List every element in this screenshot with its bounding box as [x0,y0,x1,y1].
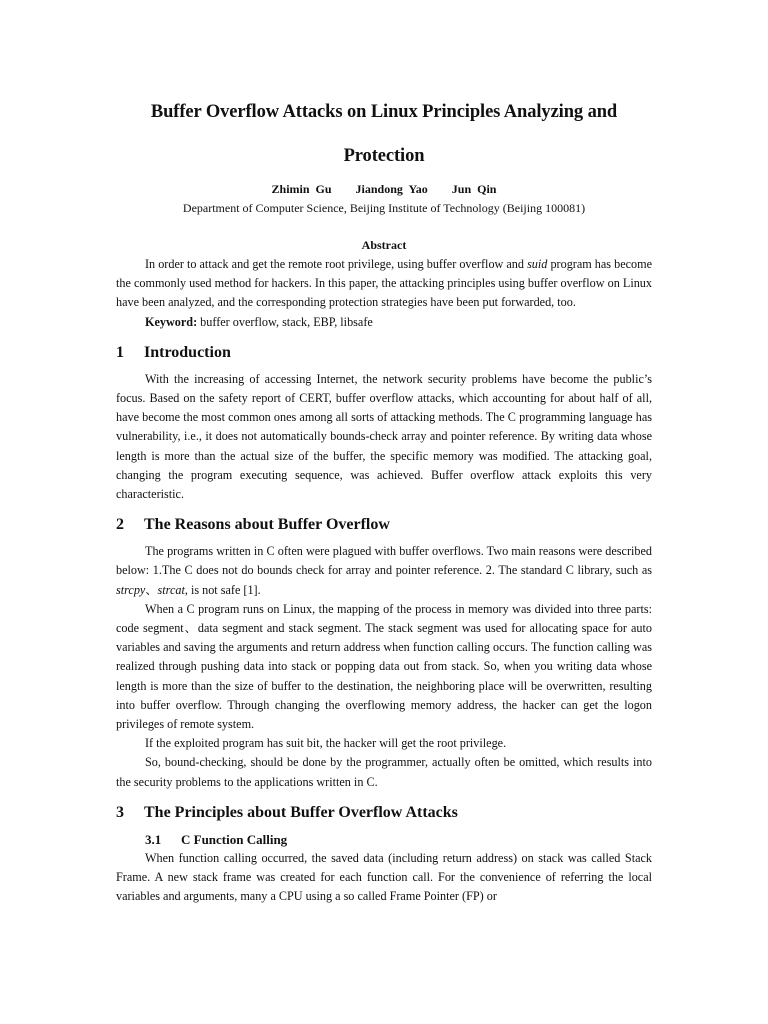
reasons-paragraph-2: When a C program runs on Linux, the mapping of the process in memory was divided into three parts: code segment、data segment and stack segment. The stack segment was used for allocating space for auto variables and saving the arguments and return address when function calling occurs. The function calling was realized through pushing data into stack or popping data out from stack. So, when you writing data whose length is more than the size of buffer to the destination, the neighboring place will be overwritten, resulting into buffer overflow. Through changing the overflowing memory address, the hacker can get the logon privileges of remote system. [116,601,652,732]
section-heading-introduction: 1 Introduction [116,343,231,361]
introduction-paragraph: With the increasing of accessing Internet, the network security problems have become the public’s focus. Based on the safety report of CERT, buffer overflow attacks, which accounting for about half of all, have become the most common ones among all sorts of attacking methods. The C programming language has vulnerability, i.e., it does not automatically bounds-check array and pointer reference. By writing data whose length is more than the actual size of the buffer, the specific memory was modified. The attacking goal, changing the program executing sequence, was achieved. Buffer overflow attack exploits this very characteristic. [116,371,652,502]
title-line-2: Protection [343,146,425,166]
section-heading-principles: 3 The Principles about Buffer Overflow Attacks [116,803,458,821]
paper-page [116,90,652,906]
keyword-values: buffer overflow, stack, EBP, libsafe [197,314,373,329]
keywords-line [116,313,652,332]
title-line-1: Buffer Overflow Attacks on Linux Principles Analyzing and [150,102,618,122]
reasons-paragraph-1: The programs written in C often were plagued with buffer overflows. Two main reasons were described below: 1.The C does not do bounds check for array and pointer reference. 2. The standard C library, such as strcpy、strcat, is not safe [1]. [116,544,652,597]
abstract-text: In order to attack and get the remote root privilege, using buffer overflow and suid program has become the commonly used method for hackers. In this paper, the attacking principles using buffer overflow on Linux have been analyzed, and the corresponding protection strategies have been put forwarded, too. [116,257,653,310]
function-calling-paragraph: When function calling occurred, the saved data (including return address) on stack was called Stack Frame. A new stack frame was created for each function call. For the convenience of referring the local variables and arguments, many a CPU using a so called Frame Pointer (FP) or [116,850,652,904]
reasons-paragraph-3: If the exploited program has suit bit, the hacker will get the root privilege. [145,736,507,751]
keyword-label: Keyword: [145,314,198,329]
affiliation: Department of Computer Science, Beijing Institute of Technology (Beijing 100081) [182,201,586,215]
author-list: Zhimin Gu Jiandong Yao Jun Qin [271,182,497,196]
abstract-heading: Abstract [361,238,407,252]
reasons-paragraph-4: So, bound-checking, should be done by the programmer, actually often be omitted, which results into the security problems to the applications written in C. [116,755,652,789]
paper-title [116,90,652,178]
subsection-heading-c-function-calling: 3.1 C Function Calling [145,831,288,847]
section-heading-reasons: 2 The Reasons about Buffer Overflow [116,516,390,534]
